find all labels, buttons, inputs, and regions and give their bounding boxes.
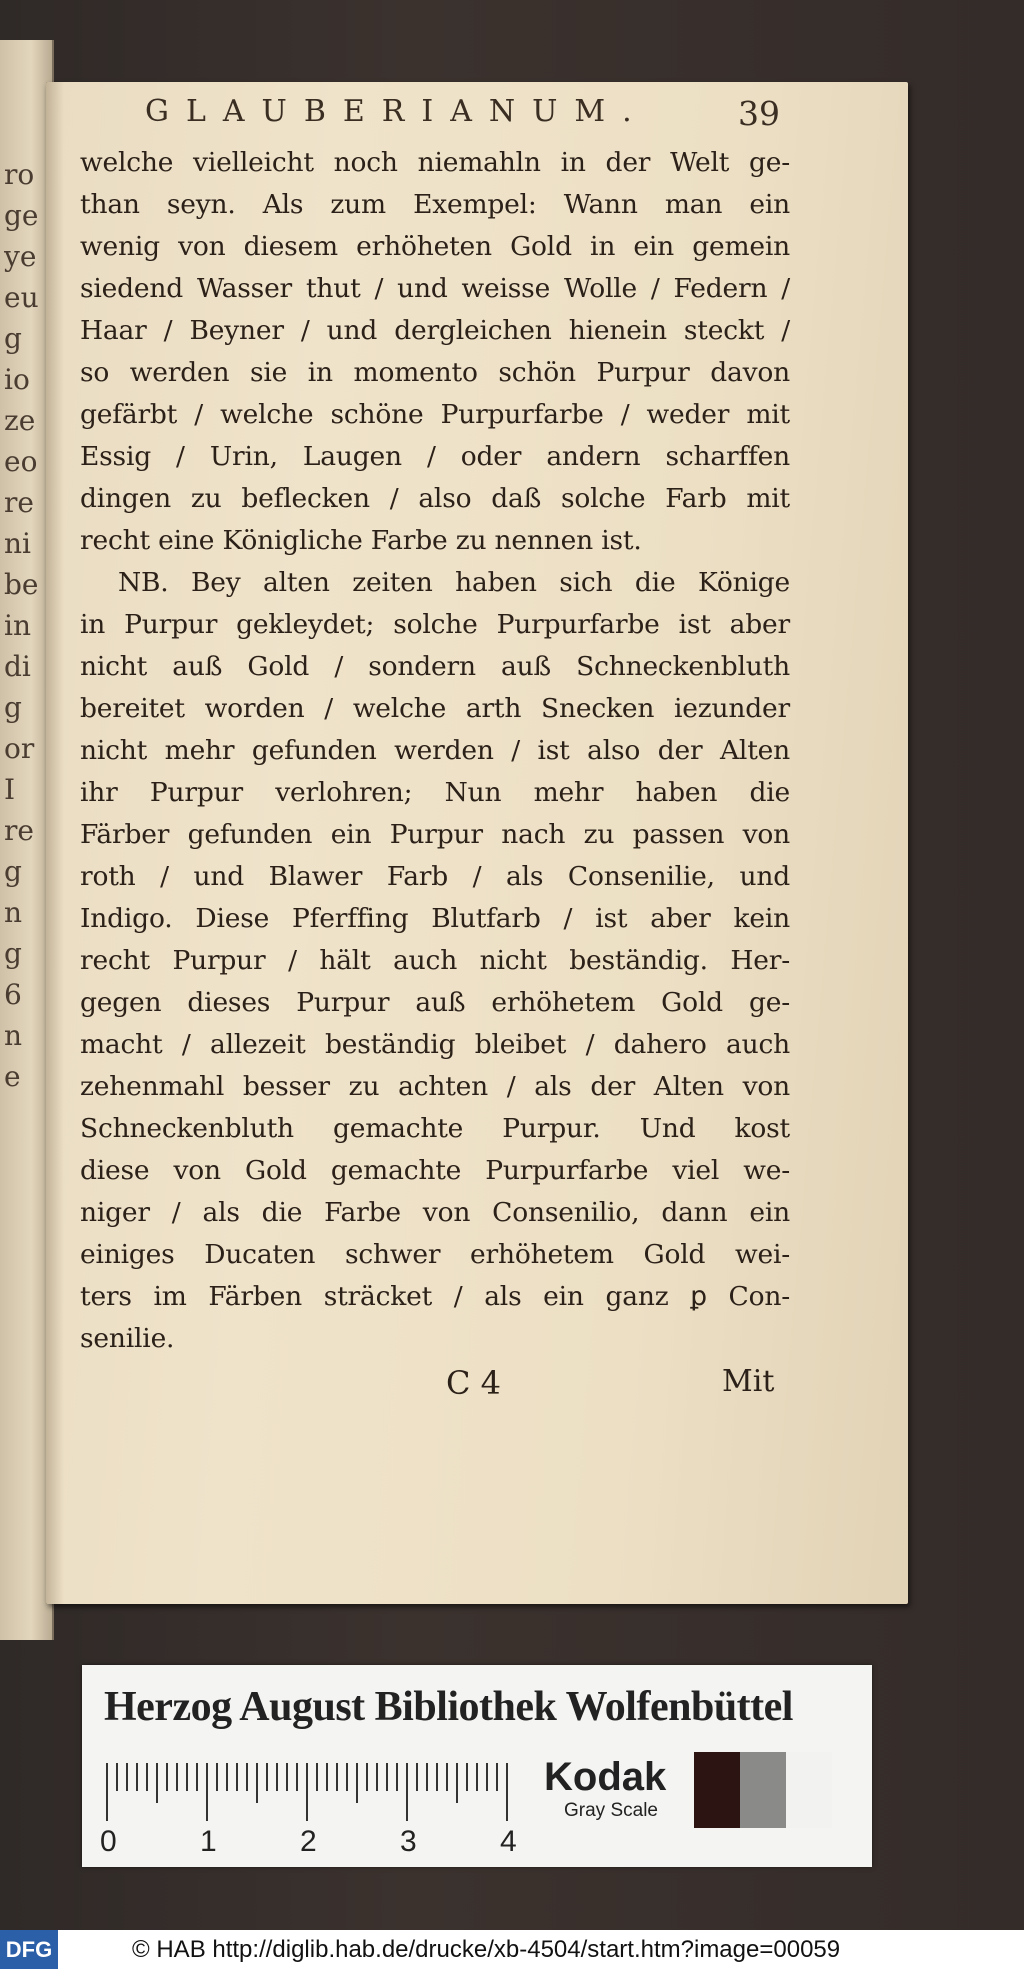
ruler-tick xyxy=(196,1763,198,1791)
ruler-number: 2 xyxy=(300,1825,317,1858)
text-line: siedend Wasser thut / und weisse Wolle / Federn / xyxy=(80,273,790,304)
dfg-logo: DFG xyxy=(0,1930,58,1969)
ruler-tick xyxy=(126,1763,128,1791)
text-line: roth / und Blawer Farb / als Consenilie, und xyxy=(80,861,790,892)
text-line: welche vielleicht noch niemahln in der Welt ge- xyxy=(80,147,790,178)
ruler-number: 4 xyxy=(500,1825,517,1858)
facing-page-fragment: or xyxy=(4,732,35,765)
text-line: recht Purpur / hält auch nicht beständig. Her- xyxy=(80,945,790,976)
ruler-tick xyxy=(186,1763,188,1791)
ruler-tick xyxy=(446,1763,448,1791)
ruler-tick xyxy=(216,1763,218,1791)
facing-page-fragment: in xyxy=(4,609,31,642)
text-line: dingen zu beflecken / also daß solche Farb mit xyxy=(80,483,790,514)
ruler-tick xyxy=(316,1763,318,1791)
gray-patch xyxy=(694,1752,740,1828)
ruler-number: 3 xyxy=(400,1825,417,1858)
text-line: so werden sie in momento schön Purpur davon xyxy=(80,357,790,388)
text-line: recht eine Königliche Farbe zu nennen ist. xyxy=(80,525,642,556)
facing-page-fragment: ni xyxy=(4,527,31,560)
ruler-tick xyxy=(496,1763,498,1791)
ruler-tick xyxy=(396,1763,398,1791)
facing-page-fragment: re xyxy=(4,814,34,847)
facing-page-fragment: eu xyxy=(4,281,39,314)
text-line: NB. Bey alten zeiten haben sich die Könige xyxy=(118,567,790,598)
ruler-tick xyxy=(486,1763,488,1791)
kodak-subtitle: Gray Scale xyxy=(564,1800,658,1821)
facing-page-fragment: ye xyxy=(4,240,37,273)
text-line: Haar / Beyner / und dergleichen hienein steckt / xyxy=(80,315,790,346)
ruler-tick xyxy=(256,1763,258,1803)
ruler-tick xyxy=(456,1763,458,1803)
text-line: zehenmahl besser zu achten / als der Alten von xyxy=(80,1071,790,1102)
ruler-tick xyxy=(426,1763,428,1791)
facing-page-fragment: e xyxy=(4,1060,21,1093)
ruler-tick xyxy=(286,1763,288,1791)
ruler-tick xyxy=(226,1763,228,1791)
text-line: ihr Purpur verlohren; Nun mehr haben die xyxy=(80,777,790,808)
ruler-number: 0 xyxy=(100,1825,117,1858)
color-target-card xyxy=(82,1665,872,1867)
text-line: niger / als die Farbe von Consenilio, dann ein xyxy=(80,1197,790,1228)
ruler-tick xyxy=(246,1763,248,1791)
text-line: senilie. xyxy=(80,1323,175,1354)
ruler-tick xyxy=(466,1763,468,1791)
ruler-tick xyxy=(506,1763,508,1821)
ruler-tick xyxy=(386,1763,388,1791)
ruler-tick xyxy=(206,1763,208,1821)
facing-page-fragment: ro xyxy=(4,158,35,191)
ruler-tick xyxy=(436,1763,438,1791)
ruler-tick xyxy=(136,1763,138,1791)
text-line: than seyn. Als zum Exempel: Wann man ein xyxy=(80,189,790,220)
ruler-tick xyxy=(416,1763,418,1791)
facing-page-fragment: be xyxy=(4,568,39,601)
ruler-tick xyxy=(276,1763,278,1791)
text-line: wenig von diesem erhöheten Gold in ein gemein xyxy=(80,231,790,262)
ruler-tick xyxy=(366,1763,368,1791)
facing-page-fragment: ze xyxy=(4,404,36,437)
facing-page-fragment: g xyxy=(4,855,22,888)
ruler-tick xyxy=(336,1763,338,1791)
ruler-tick xyxy=(236,1763,238,1791)
ruler-tick xyxy=(326,1763,328,1791)
text-line: Färber gefunden ein Purpur nach zu passen von xyxy=(80,819,790,850)
facing-page-fragment: I xyxy=(4,773,16,806)
body-text xyxy=(80,142,790,1360)
copyright-link[interactable]: © HAB http://diglib.hab.de/drucke/xb-4504/start.htm?image=00059 xyxy=(132,1936,841,1963)
ruler-tick xyxy=(376,1763,378,1791)
ruler-tick xyxy=(146,1763,148,1791)
ruler-tick xyxy=(406,1763,408,1821)
text-line: gegen dieses Purpur auß erhöhetem Gold ge- xyxy=(80,987,790,1018)
facing-page-fragment: ge xyxy=(4,199,39,232)
gray-patch xyxy=(786,1752,832,1828)
text-line: in Purpur gekleydet; solche Purpurfarbe ist aber xyxy=(80,609,790,640)
ruler-tick xyxy=(166,1763,168,1791)
text-line: nicht mehr gefunden werden / ist also der Alten xyxy=(80,735,790,766)
page-number: 39 xyxy=(738,94,780,133)
footer-bar xyxy=(0,1930,1024,1969)
ruler-tick xyxy=(116,1763,118,1791)
text-line: bereitet worden / welche arth Snecken iezunder xyxy=(80,693,790,724)
facing-page-fragment: n xyxy=(4,1019,23,1052)
measurement-ruler xyxy=(100,1763,606,1858)
ruler-tick xyxy=(476,1763,478,1791)
signature-mark: C 4 xyxy=(446,1364,502,1402)
catchword: Mit xyxy=(722,1364,775,1399)
text-line: nicht auß Gold / sondern auß Schneckenbluth xyxy=(80,651,790,682)
ruler-tick xyxy=(176,1763,178,1791)
facing-page-fragment: 6 xyxy=(4,978,22,1011)
running-head: GLAUBERIANUM. xyxy=(145,94,649,129)
facing-page-fragment: n xyxy=(4,896,23,929)
ruler-tick xyxy=(266,1763,268,1791)
facing-page-fragment: re xyxy=(4,486,34,519)
facing-page-fragment: g xyxy=(4,322,22,355)
ruler-tick xyxy=(296,1763,298,1791)
facing-page-fragment: io xyxy=(4,363,30,396)
text-line: gefärbt / welche schöne Purpurfarbe / weder mit xyxy=(80,399,790,430)
text-line: Schneckenbluth gemachte Purpur. Und kost xyxy=(80,1113,790,1144)
facing-page-fragment: g xyxy=(4,691,22,724)
gray-patch xyxy=(740,1752,786,1828)
facing-page-fragment: eo xyxy=(4,445,38,478)
text-line: Essig / Urin, Laugen / oder andern scharffen xyxy=(80,441,790,472)
text-line: macht / allezeit beständig bleibet / dahero auch xyxy=(80,1029,790,1060)
kodak-logo: Kodak xyxy=(544,1755,667,1799)
ruler-tick xyxy=(306,1763,308,1821)
text-line: ters im Färben sträcket / als ein ganz ꝑ Con- xyxy=(80,1281,790,1312)
library-name: Herzog August Bibliothek Wolfenbüttel xyxy=(104,1684,793,1730)
facing-page-fragment: g xyxy=(4,937,22,970)
ruler-tick xyxy=(346,1763,348,1791)
ruler-tick xyxy=(106,1763,108,1821)
gray-scale-patches xyxy=(694,1752,832,1828)
ruler-number: 1 xyxy=(200,1825,217,1858)
ruler-tick xyxy=(156,1763,158,1803)
text-line: einiges Ducaten schwer erhöhetem Gold wei- xyxy=(80,1239,790,1270)
text-line: Indigo. Diese Pferffing Blutfarb / ist aber kein xyxy=(80,903,790,934)
facing-page-fragment: di xyxy=(4,650,31,683)
ruler-tick xyxy=(356,1763,358,1803)
text-line: diese von Gold gemachte Purpurfarbe viel we- xyxy=(80,1155,790,1186)
